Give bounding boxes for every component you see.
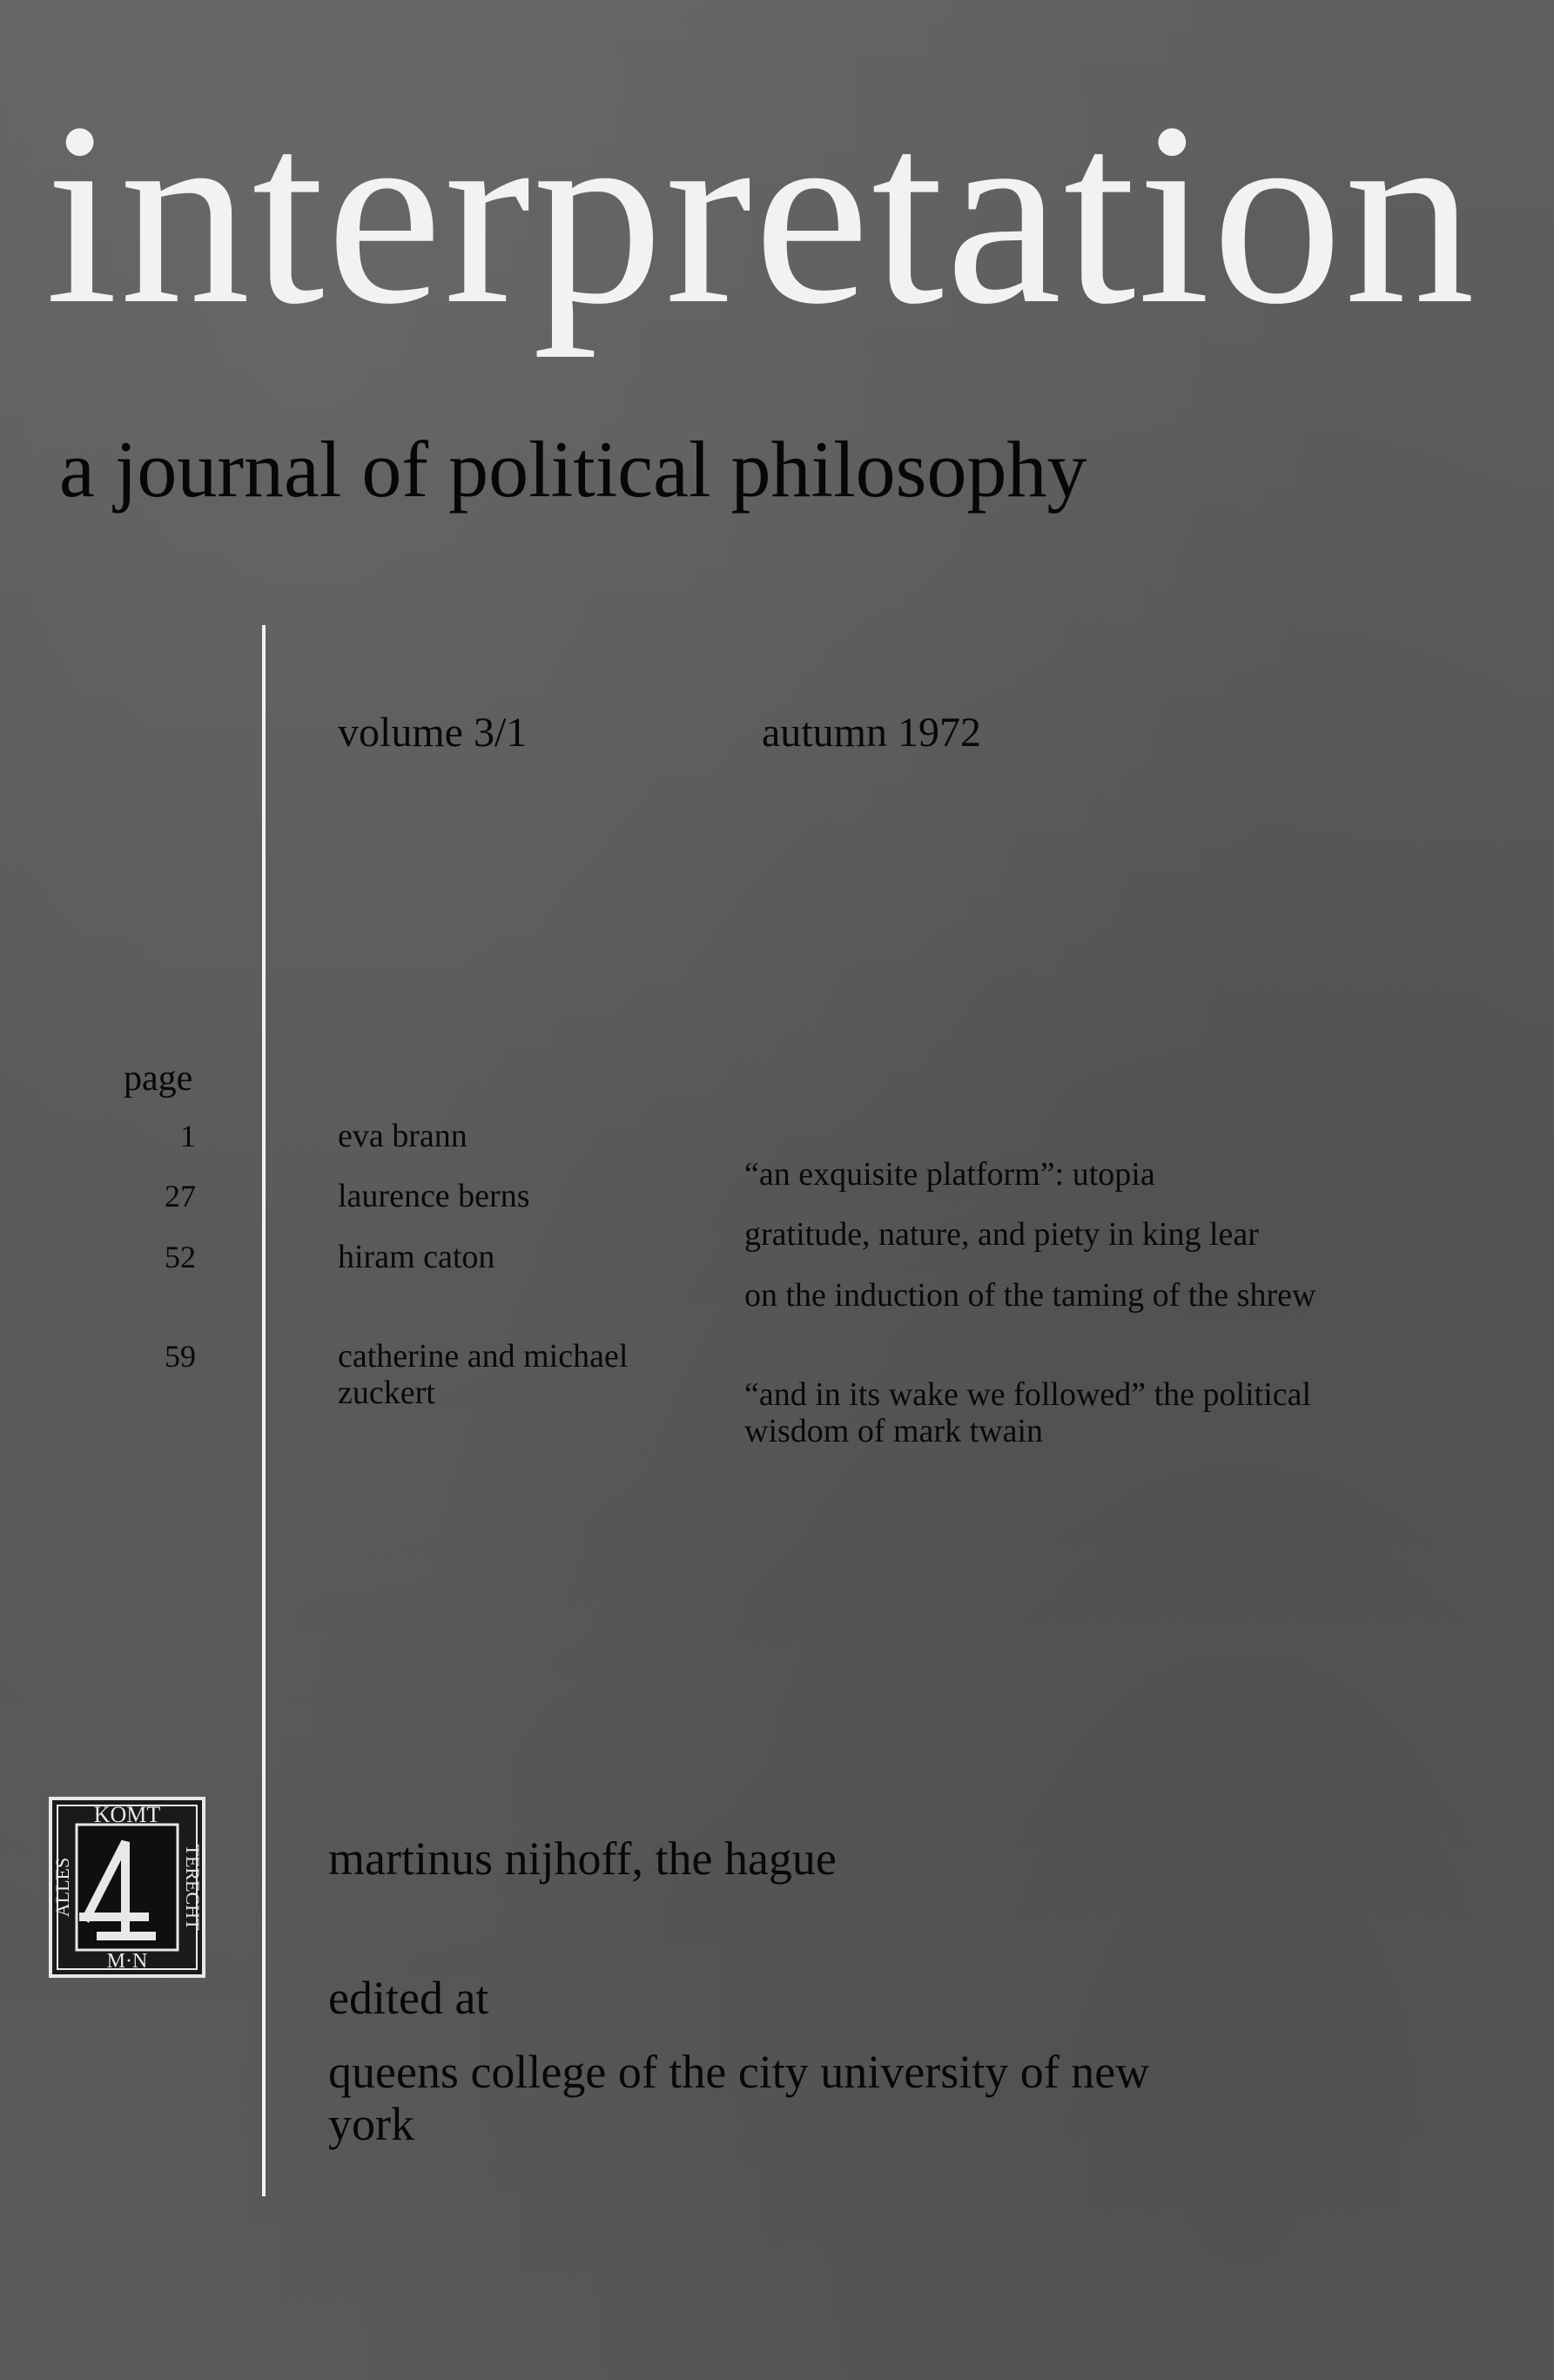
issue-volume: volume 3/1: [338, 709, 528, 756]
article-title-text: gratitude, nature, and piety in king lear: [744, 1215, 1259, 1253]
logo-left-text: ALLES: [51, 1857, 73, 1918]
article-title: [744, 1240, 1423, 1314]
page-number: 27: [165, 1179, 196, 1214]
article-title-text: on the induction of the taming of the shrew: [744, 1276, 1316, 1314]
logo-top-text: KOMT: [93, 1802, 161, 1827]
author-name: hiram caton: [338, 1239, 495, 1275]
article-title: [744, 1339, 1423, 1450]
page-number: 52: [165, 1240, 196, 1274]
page-number: 1: [180, 1119, 196, 1153]
publisher-logo: [49, 1797, 205, 1978]
logo-bottom-text: M·N: [106, 1950, 148, 1973]
article-title-text: “an exquisite platform”: utopia: [744, 1155, 1155, 1193]
author-name: laurence berns: [338, 1178, 530, 1214]
author-name: catherine and michael zuckert: [338, 1338, 629, 1411]
vertical-divider: [262, 625, 266, 2196]
author-name: eva brann: [338, 1118, 468, 1154]
publisher-name: martinus nijhoff, the hague: [328, 1832, 837, 1885]
editorial-address: queens college of the city university of new york: [328, 2046, 1150, 2151]
page-number: 59: [165, 1339, 196, 1374]
logo-right-text: TERECHT: [182, 1844, 204, 1931]
issue-date: autumn 1972: [762, 709, 981, 756]
page-heading: page: [124, 1059, 193, 1099]
edited-at-label: edited at: [328, 1972, 489, 2024]
journal-title: interpretation: [45, 69, 1477, 358]
article-title-text: “and in its wake we followed” the political wisdom of mark twain: [744, 1375, 1312, 1450]
journal-subtitle: a journal of political philosophy: [59, 425, 1087, 514]
